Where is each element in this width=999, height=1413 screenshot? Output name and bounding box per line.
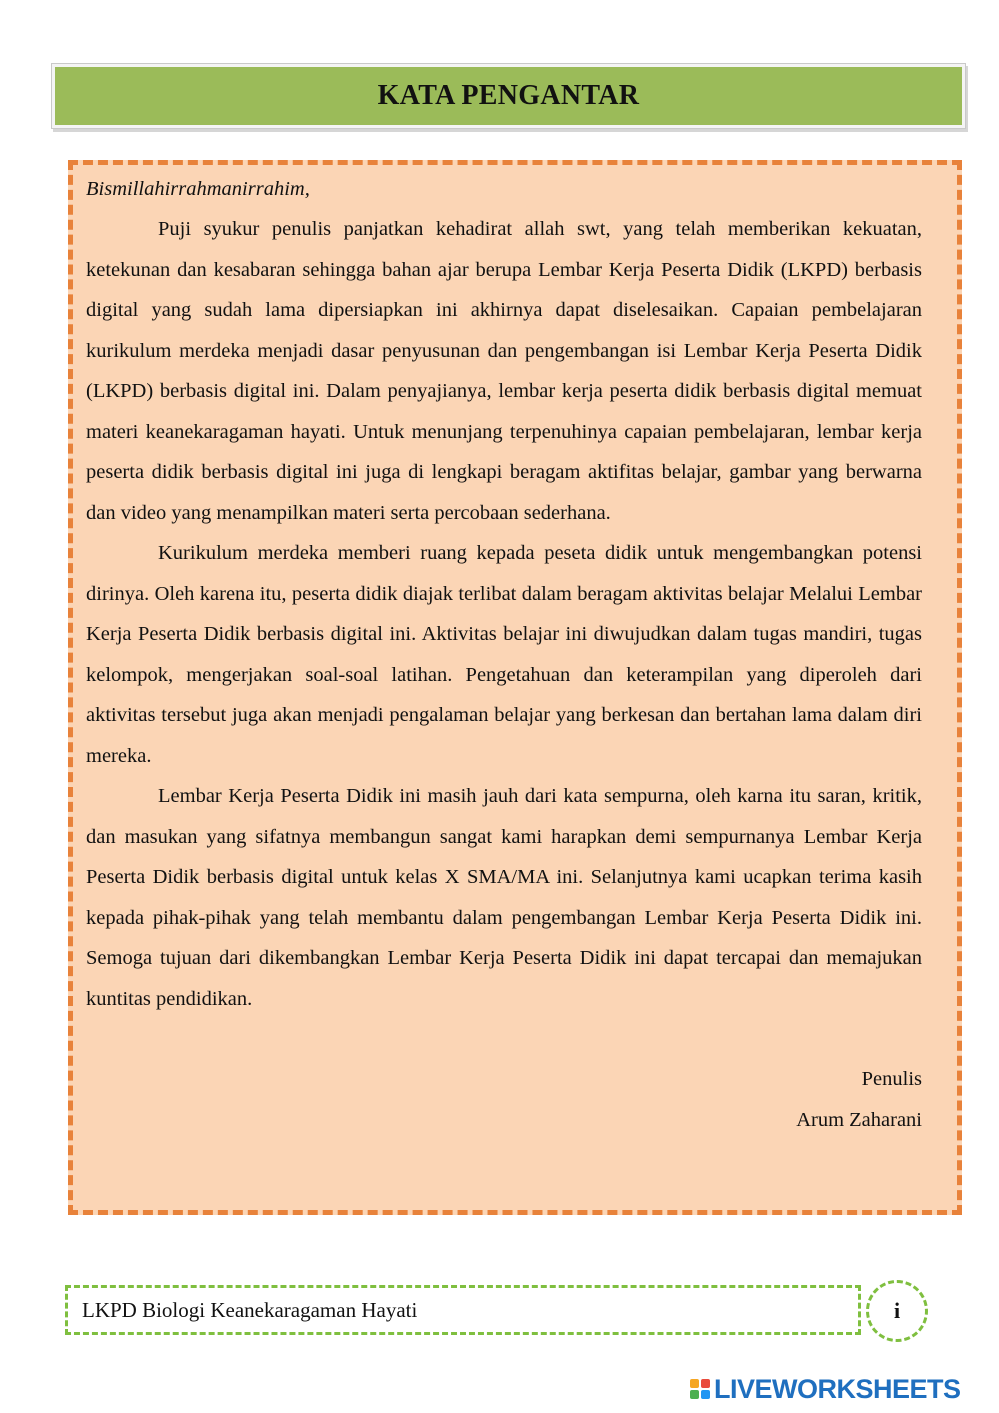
signature-name: Arum Zaharani (796, 1108, 922, 1131)
page-title: KATA PENGANTAR (377, 80, 640, 111)
liveworksheets-logo-icon (690, 1379, 710, 1399)
liveworksheets-watermark[interactable] (690, 1372, 961, 1406)
salutation: Bismillahirrahmanirrahim, (86, 178, 310, 200)
liveworksheets-text: LIVEWORKSHEETS (714, 1373, 961, 1404)
foreword-box (68, 160, 962, 1215)
paragraph-2: Kurikulum merdeka memberi ruang kepada peseta didik untuk mengembangkan potensi dirinya. Oleh karena itu, peserta didik diajak terlibat dalam beragam aktivitas belajar Melalui Lembar Kerja Peserta Didik berbasis digital ini. Aktivitas belajar ini diwujudkan dalam tugas mandiri, tugas kelompok, mengerjakan soal-soal latihan. Pengetahuan dan keterampilan yang diperoleh dari aktivitas tersebut juga akan menjadi pengalaman belajar yang berkesan dan bertahan lama dalam diri mereka. (86, 542, 922, 767)
footer-label: LKPD Biologi Keanekaragaman Hayati (82, 1297, 418, 1322)
title-bar (51, 63, 966, 129)
signature-role: Penulis (861, 1068, 922, 1090)
footer-label-box (65, 1285, 861, 1335)
paragraph-1: Puji syukur penulis panjatkan kehadirat allah swt, yang telah memberikan kekuatan, ketekunan dan kesabaran sehingga bahan ajar berupa Lembar Kerja Peserta Didik (LKPD) berbasis digital yang sudah lama dipersiapkan ini akhirnya dapat diselesaikan. Capaian pembelajaran kurikulum merdeka menjadi dasar penyusunan dan pengembangan isi Lembar Kerja Peserta Didik (LKPD) berbasis digital ini. Dalam penyajianya, lembar kerja peserta didik berbasis digital memuat materi keanekaragaman hayati. Untuk menunjang terpenuhinya capaian pembelajaran, lembar kerja peserta didik berbasis digital ini juga di lengkapi beragam aktifitas belajar, gambar yang berwarna dan video yang menampilkan materi serta percobaan sederhana. (86, 218, 922, 524)
page-number: i (893, 1298, 901, 1323)
signature-spacer (86, 1019, 922, 1059)
page-number-badge (866, 1280, 928, 1342)
paragraph-3: Lembar Kerja Peserta Didik ini masih jauh dari kata sempurna, oleh karna itu saran, kritik, dan masukan yang sifatnya membangun sangat kami harapkan demi sempurnanya Lembar Kerja Peserta Didik berbasis digital untuk kelas X SMA/MA ini. Selanjutnya kami ucapkan terima kasih kepada pihak-pihak yang telah membantu dalam pengembangan Lembar Kerja Peserta Didik ini. Semoga tujuan dari dikembangkan Lembar Kerja Peserta Didik ini dapat tercapai dan memajukan kuntitas pendidikan. (86, 785, 922, 1010)
